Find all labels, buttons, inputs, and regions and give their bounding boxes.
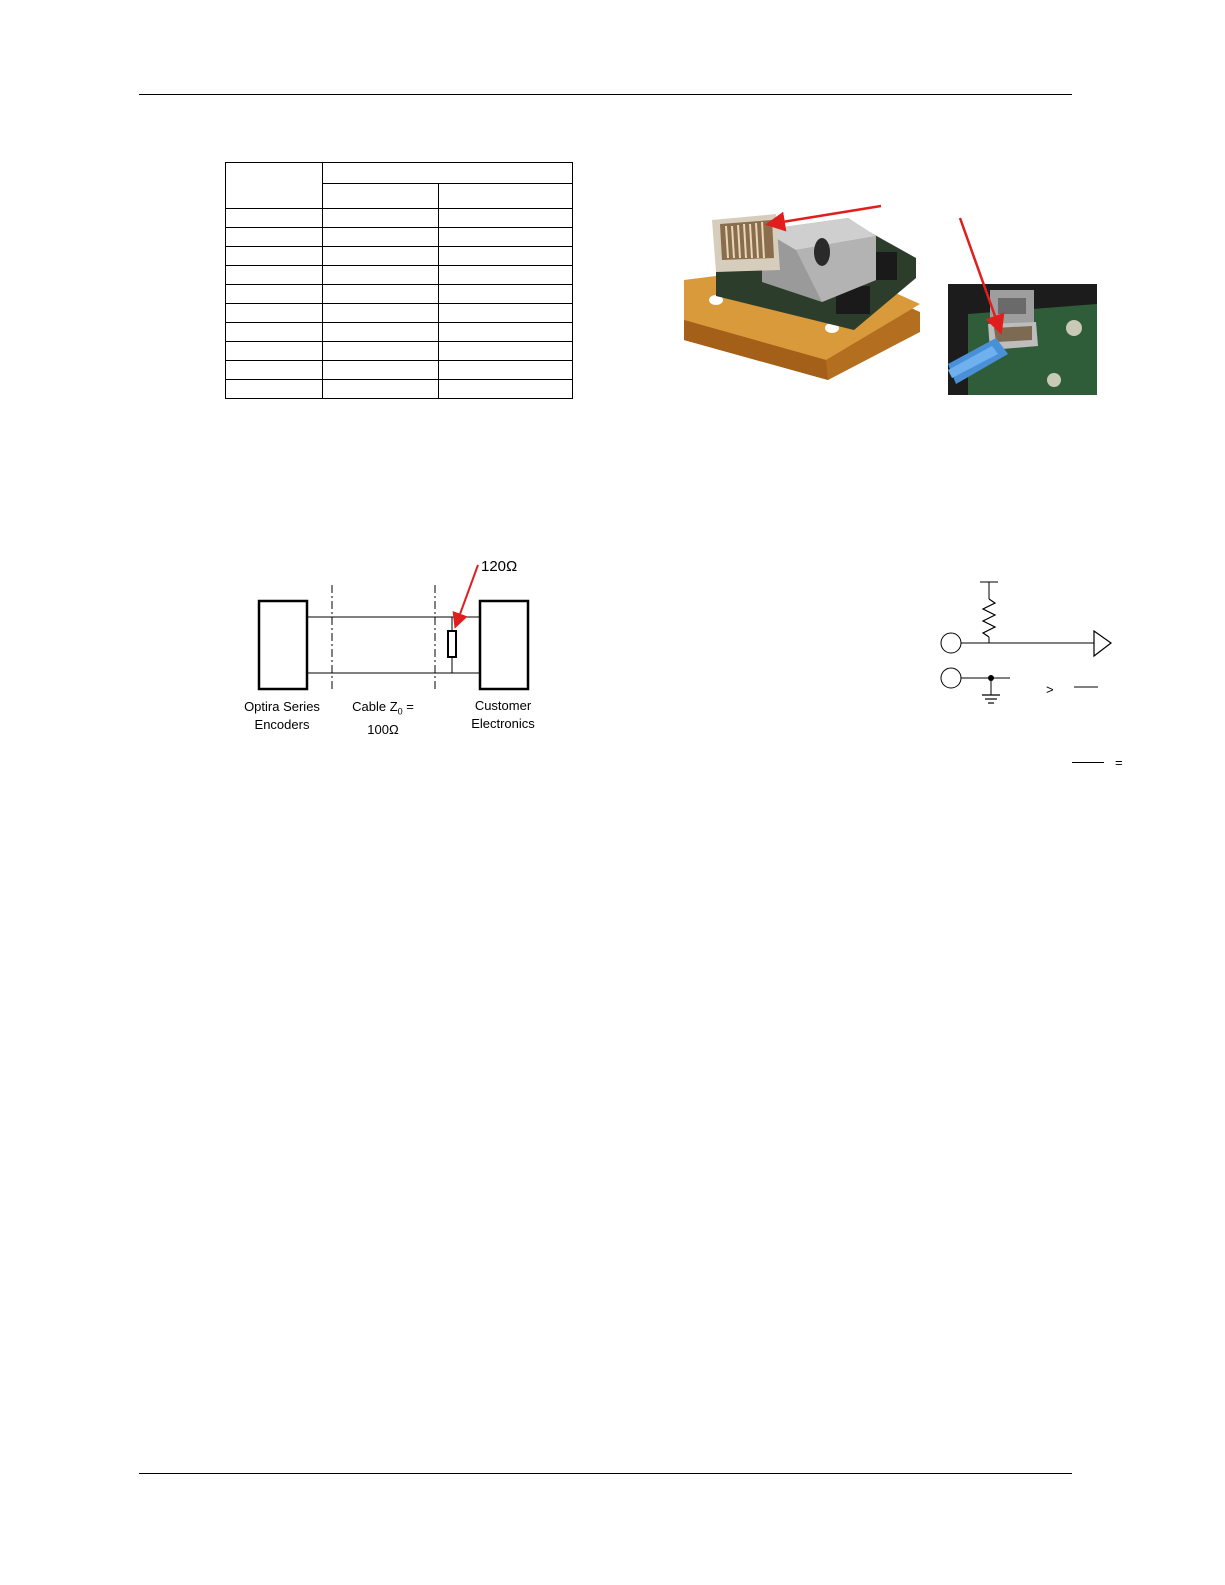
footer-rule <box>139 1473 1072 1474</box>
greater-than-symbol: > <box>1046 682 1054 697</box>
cable-label-text: Cable Z <box>352 699 398 714</box>
customer-box <box>480 601 528 689</box>
cable-label-subscript: 0 <box>397 706 403 717</box>
termination-diagram <box>230 555 550 700</box>
arrow-to-flex-connector <box>960 218 1000 330</box>
arrow-to-connector <box>770 206 881 224</box>
callout-arrows <box>0 0 1225 420</box>
cable-impedance-label <box>343 698 423 739</box>
ground-terminal <box>941 668 961 688</box>
overbar-line <box>1072 762 1104 763</box>
termination-resistor <box>448 631 456 657</box>
encoder-label: Optira Series Encoders <box>244 699 320 732</box>
customer-label: Customer Electronics <box>471 698 535 731</box>
input-circuit-schematic <box>930 575 1120 710</box>
cable-impedance-value: 100Ω <box>367 721 399 737</box>
ground-icon <box>982 695 1000 703</box>
pullup-resistor <box>983 599 995 637</box>
buffer-symbol <box>1094 631 1111 656</box>
cable-label-suffix: = <box>402 699 414 714</box>
signal-terminal <box>941 633 961 653</box>
encoder-box <box>259 601 307 689</box>
equals-symbol: = <box>1115 755 1123 770</box>
resistor-value-label: 120Ω <box>481 558 518 575</box>
